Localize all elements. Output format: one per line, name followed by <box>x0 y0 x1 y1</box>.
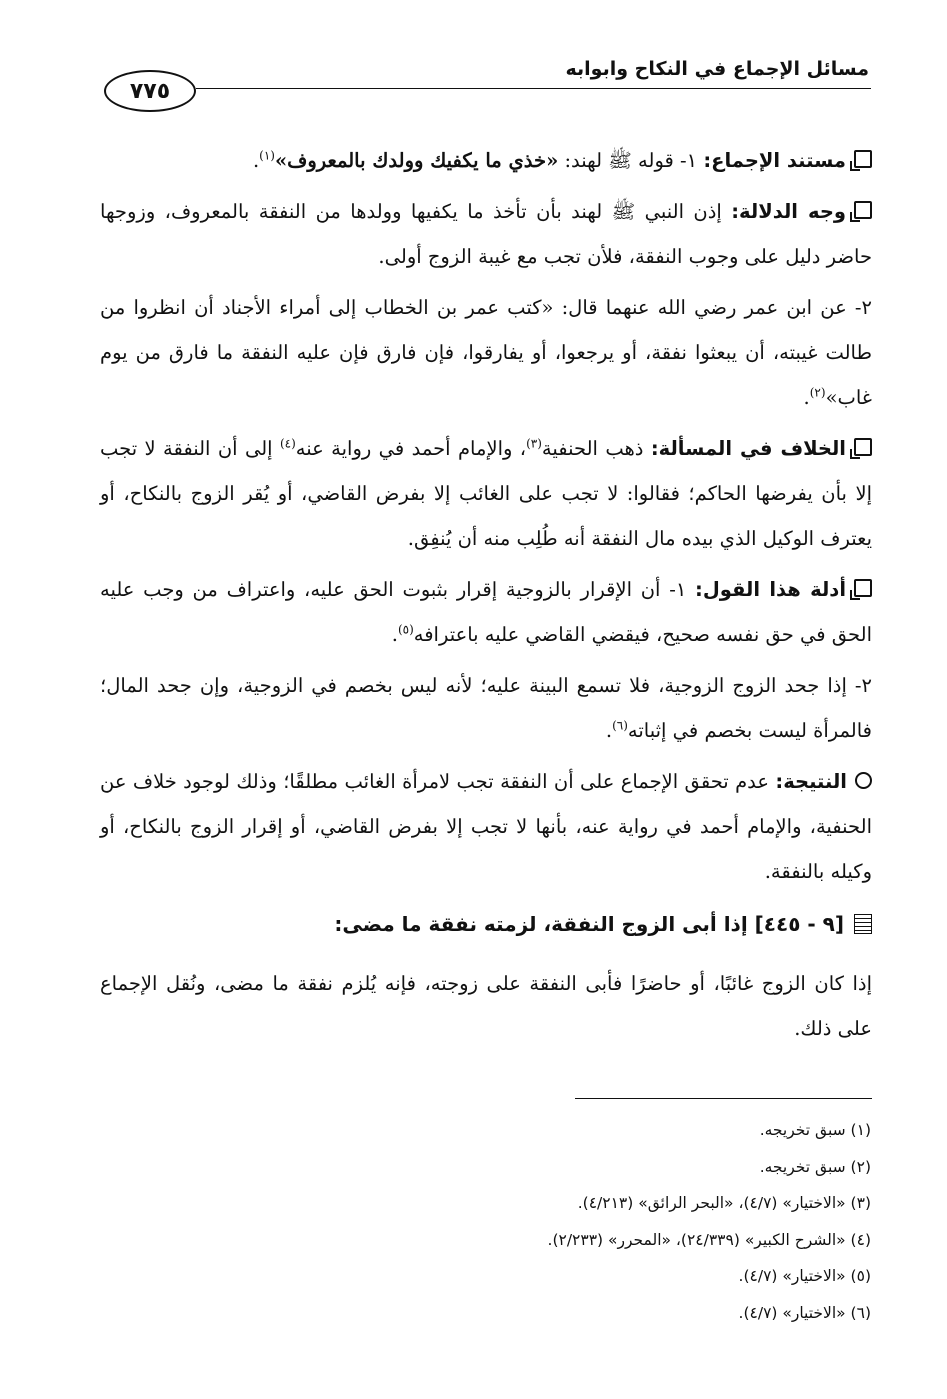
term-result: النتيجة: <box>775 770 847 793</box>
paragraph-section-body <box>100 961 872 1051</box>
paragraph-result <box>100 759 872 894</box>
term-disagreement: الخلاف في المسألة: <box>650 437 846 460</box>
footnote-item: (١) سبق تخريجه. <box>759 1121 871 1139</box>
paragraph-text: إذا كان الزوج غائبًا، أو حاضرًا فأبى النفقة على زوجته، فإنه يُلزم نفقة ما مضى، ونُقل الإجماع على ذلك. <box>100 972 872 1040</box>
paragraph-disagreement <box>100 426 872 561</box>
punctuation: . <box>803 386 810 409</box>
paragraph-ibn-umar <box>100 285 872 420</box>
footnote-ref[interactable]: (١) <box>259 148 275 163</box>
paragraph-text: ٢- عن ابن عمر رضي الله عنهما قال: «كتب عمر بن الخطاب إلى أمراء الأجناد أن انظروا من طالت غيبته، أن يبعثوا نفقة، أو يرجعوا، أو يفارقوا، فإن فارق فإن عليه النفقة ما فارق من يوم غاب» <box>100 296 872 409</box>
footnote-ref[interactable]: (٢) <box>809 385 826 400</box>
page-number-badge <box>104 70 196 112</box>
footnote-ref[interactable]: (٦) <box>612 718 628 733</box>
document-stack-icon <box>854 914 872 934</box>
footnote-ref[interactable]: (٤) <box>279 436 296 451</box>
checkbox-bullet-icon <box>854 150 872 168</box>
punctuation: . <box>391 623 398 646</box>
checkbox-bullet-icon <box>854 438 872 456</box>
punctuation: . <box>252 149 260 172</box>
footnote-ref[interactable]: (٣) <box>526 436 542 451</box>
footnotes <box>171 1112 871 1331</box>
paragraph-text: إذن النبي ﷺ لهند بأن تأخذ ما يكفيها وولدها من النفقة بالمعروف، وزوجها حاضر دليل على وجوب النفقة، فلأن تجب مع غيبة الزوج أولى. <box>100 200 872 268</box>
term-indication: وجه الدلالة: <box>731 200 846 223</box>
paragraph-indication <box>100 189 872 279</box>
footnote-item: (٢) سبق تخريجه. <box>759 1157 871 1176</box>
checkbox-bullet-icon <box>854 201 872 219</box>
footnote-item: (٥) «الاختيار» (٤/٧). <box>738 1267 871 1285</box>
circle-bullet-icon <box>855 772 872 789</box>
footnote-rule <box>575 1098 872 1099</box>
paragraph-text: ٢- إذا جحد الزوج الزوجية، فلا تسمع البينة عليه؛ لأنه ليس بخصم في الزوجية، وإن جحد المال؛ فالمرأة ليست بخصم في إثباته <box>100 674 872 742</box>
paragraph-text: ، والإمام أحمد في رواية عنه <box>295 437 527 460</box>
punctuation: . <box>605 719 613 742</box>
footnote-item: (٦) «الاختيار» (٤/٧). <box>738 1303 871 1322</box>
paragraph-text: ١- قوله ﷺ لهند: <box>558 149 704 172</box>
main-text <box>100 138 872 1057</box>
paragraph-text: إلى أن النفقة لا تجب إلا بأن يفرضها الحاكم؛ فقالوا: لا تجب على الغائب إلا بفرض القاضي، أو يُقر الزوج بالنكاح، أو يعترف الوكيل الذي بيده مال النفقة أنه طُلِب منه أن يُنفِق. <box>100 437 872 550</box>
footnote-ref[interactable]: (٥) <box>397 622 414 637</box>
paragraph-denial <box>100 663 872 753</box>
section-heading-text: [٩ - ٤٤٥] إذا أبى الزوج النفقة، لزمته نفقة ما مضى: <box>334 912 844 936</box>
footnote-item: (٣) «الاختيار» (٤/٧)، «البحر الرائق» (٤/٢١٣). <box>577 1194 871 1212</box>
hadith-quote: «خذي ما يكفيك وولدك بالمعروف» <box>274 149 559 172</box>
paragraph-proofs <box>100 567 872 657</box>
running-title: مسائل الإجماع في النكاح وابوابه <box>565 58 869 80</box>
term-evidence: مستند الإجماع: <box>703 149 846 172</box>
footnote-item: (٤) «الشرح الكبير» (٢٤/٣٣٩)، «المحرر» (٢/٢٣٣). <box>547 1230 871 1249</box>
header-rule <box>196 88 871 89</box>
paragraph-text: ١- أن الإقرار بالزوجية إقرار بثبوت الحق عليه، واعتراف من وجب عليه الحق في حق نفسه صحيح، فيقضي القاضي عليه باعترافه <box>100 578 872 646</box>
paragraph-evidence <box>100 138 872 183</box>
paragraph-text: ذهب الحنفية <box>541 437 651 460</box>
checkbox-bullet-icon <box>854 579 872 597</box>
paragraph-text: عدم تحقق الإجماع على أن النفقة تجب لامرأة الغائب مطلقًا؛ وذلك لوجود خلاف عن الحنفية، والإمام أحمد في رواية عنه، بأنها لا تجب إلا بفرض القاضي، أو إقرار الزوج بالنكاح، أو وكيله بالنفقة. <box>100 770 872 883</box>
term-proofs: أدلة هذا القول: <box>695 578 847 601</box>
page-number: ٧٧٥ <box>129 78 171 104</box>
section-heading <box>100 902 872 947</box>
